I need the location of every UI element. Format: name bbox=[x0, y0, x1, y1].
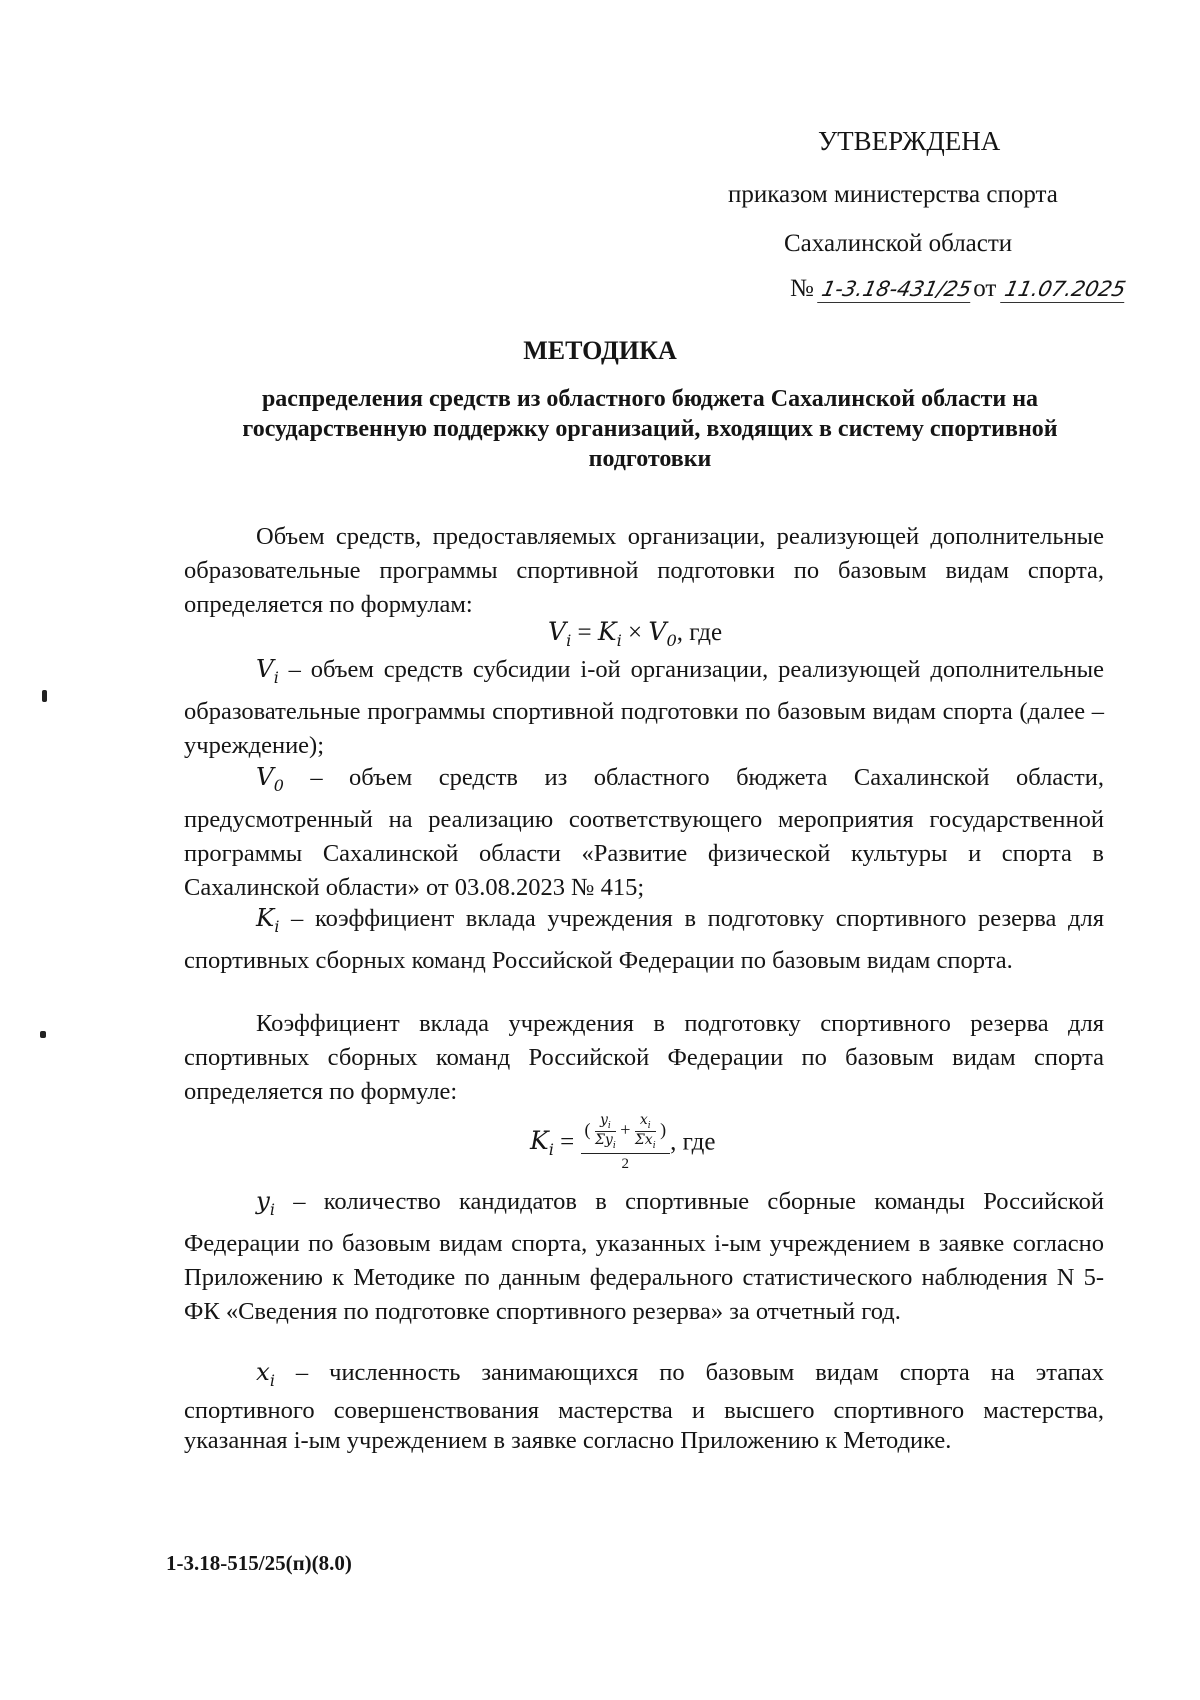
approval-title: УТВЕРЖДЕНА bbox=[818, 126, 1001, 156]
document-code: 1-3.18-515/25(п)(8.0) bbox=[166, 1551, 352, 1575]
definition-ki: $K_i$ – коэффициент вклада учреждения в подготовку спортивного резерва для спортивных сборных команд Российской Федерации по базовым видам спорта. bbox=[184, 903, 1104, 974]
handwritten-order-date: 11.07.2025 bbox=[1000, 276, 1130, 303]
document-subtitle: распределения средств из областного бюджета Сахалинской области на государственную поддержку организаций, входящих в систему спортивной подготовки bbox=[242, 386, 1058, 472]
intro-paragraph: Объем средств, предоставляемых организации, реализующей дополнительные образовательные программы спортивной подготовки по базовым видам спорта, определяется по формулам: bbox=[184, 523, 1104, 618]
scan-speck bbox=[40, 1031, 46, 1038]
definition-xi-text: – численность занимающихся по базовым видам спорта на этапах спортивного совершенствования мастерства и высшего спортивного мастерства, указанная i-ым учреждением в заявке согласно Приложению к Методике. bbox=[184, 1359, 1104, 1454]
handwritten-order-number: 1-3.18-431/25 bbox=[817, 276, 976, 303]
number-prefix: № bbox=[790, 275, 814, 302]
formula-where: , где bbox=[676, 619, 723, 646]
definition-vi: $V_i$ – объем средств субсидии i-ой организации, реализующей дополнительные образовательные программы спортивной подготовки по базовым видам спорта (далее – учреждение); bbox=[184, 654, 1104, 759]
approval-region-line: Сахалинской области bbox=[784, 230, 1013, 257]
document-title: МЕТОДИКА bbox=[523, 336, 677, 365]
approval-order-line: приказом министерства спорта bbox=[728, 181, 1058, 208]
scan-speck bbox=[42, 690, 47, 702]
definition-xi: $x_i$ – численность занимающихся по базовым видам спорта на этапах спортивного совершенствования мастерства и высшего спортивного мастерства, указанная i-ым учреждением в заявке согласно Приложению к Методике. bbox=[184, 1357, 1104, 1454]
definition-v0: $V_0$ – объем средств из областного бюджета Сахалинской области, предусмотренный на реализацию соответствующего мероприятия государственной программы Сахалинской области «Развитие физической культуры и спорта в Сахалинской области» от 03.08.2023 № 415; bbox=[184, 762, 1104, 901]
date-prefix: от bbox=[973, 275, 997, 302]
definition-ki-text: – коэффициент вклада учреждения в подготовку спортивного резерва для спортивных сборных команд Российской Федерации по базовым видам спорта. bbox=[184, 905, 1104, 974]
formula-volume: $V_i = K_i \times V_0$, где bbox=[548, 617, 723, 650]
definition-vi-text: – объем средств субсидии i-ой организации, реализующей дополнительные образовательные программы спортивной подготовки по базовым видам спорта (далее – учреждение); bbox=[184, 656, 1104, 759]
approval-number-line bbox=[790, 275, 1127, 303]
definition-v0-text: – объем средств из областного бюджета Сахалинской области, предусмотренный на реализацию соответствующего мероприятия государственной программы Сахалинской области «Развитие физической культуры и спорта в Сахалинской области» от 03.08.2023 № 415; bbox=[184, 764, 1104, 901]
coefficient-intro: Коэффициент вклада учреждения в подготовку спортивного резерва для спортивных сборных команд Российской Федерации по базовым видам спорта определяется по формуле: bbox=[184, 1010, 1104, 1105]
formula-coefficient: $K_i$ = ( $y_i$ $\Sigma y_i$ + $x_i$ $\Sigma x_i$ ) 2 , где bbox=[530, 1112, 716, 1172]
definition-yi: $y_i$ – количество кандидатов в спортивные сборные команды Российской Федерации по базовым видам спорта, указанных i-ым учреждением в заявке согласно Приложению к Методике по данным федерального статистического наблюдения N 5-ФК «Сведения по подготовке спортивного резерва» за отчетный год. bbox=[184, 1186, 1104, 1325]
definition-yi-text: – количество кандидатов в спортивные сборные команды Российской Федерации по базовым видам спорта, указанных i-ым учреждением в заявке согласно Приложению к Методике по данным федерального статистического наблюдения N 5-ФК «Сведения по подготовке спортивного резерва» за отчетный год. bbox=[184, 1188, 1104, 1325]
formula2-where: , где bbox=[670, 1128, 716, 1156]
